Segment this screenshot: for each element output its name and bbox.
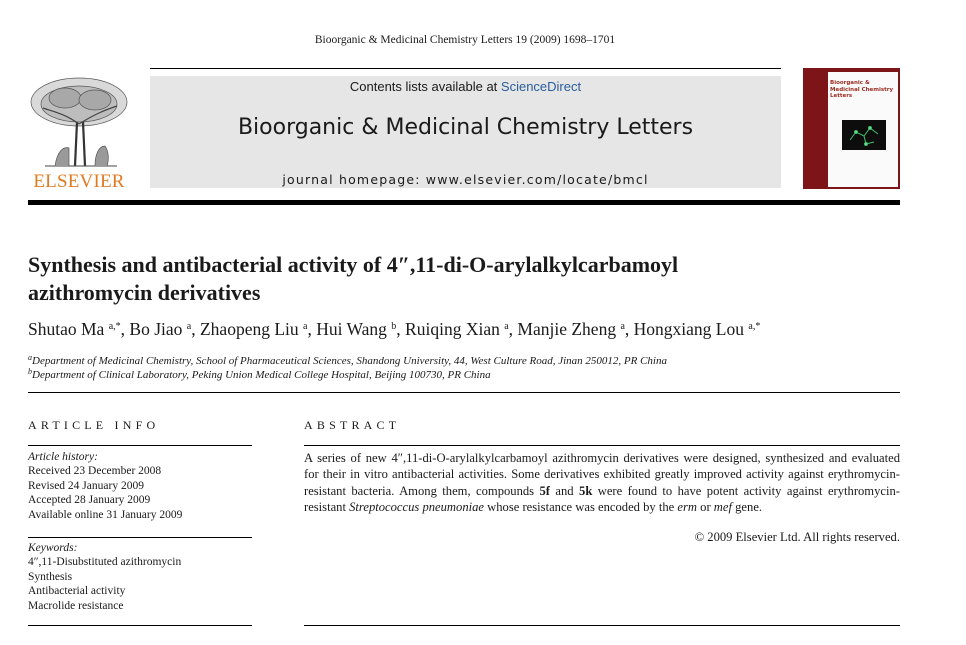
copyright: © 2009 Elsevier Ltd. All rights reserved. xyxy=(694,530,900,544)
article-info-bottom-rule xyxy=(28,625,252,626)
author[interactable]: Manjie Zheng $^a$ xyxy=(517,319,625,339)
journal-title: Bioorganic & Medicinal Chemistry Letters xyxy=(237,115,694,140)
article-title-line-1: Synthesis and antibacterial activity of 4″,11-di-O-arylalkylcarbamoyl xyxy=(28,252,679,277)
affiliation-a: $^a$Department of Medicinal Chemistry, School of Pharmaceutical Sciences, Shandong University, 44, West Culture Road, Jinan 250012, PR China xyxy=(28,353,667,367)
article-info-rule xyxy=(28,445,252,446)
abstract-text: A series of new 4″,11-di-O-arylalkylcarbamoyl azithromycin derivatives were designed, synthesized and evaluated for their in vitro antibacterial activities. Some derivatives exhibited greatly improved activity against erythromycin-resistant bacteria. Among them, compounds 5f and 5k were found to have potent activity against erythromycin-resistant Streptococcus pneumoniae whose resistance was encoded by the erm or mef gene. xyxy=(304,451,900,514)
author[interactable]: Shutao Ma $^{a,*}$ xyxy=(28,319,121,339)
author[interactable]: Hongxiang Lou $^{a,*}$ xyxy=(633,319,761,339)
history-received: Received 23 December 2008 xyxy=(28,465,162,478)
contents-line xyxy=(150,79,781,94)
article-history xyxy=(28,450,182,522)
history-accepted: Accepted 28 January 2009 xyxy=(28,494,151,507)
species-name: Streptococcus pneumoniae xyxy=(349,499,485,514)
compound-5k: 5k xyxy=(579,483,593,498)
molecule-icon xyxy=(842,120,886,150)
abstract-heading: ABSTRACT xyxy=(304,418,401,432)
abstract-rule xyxy=(304,445,900,446)
cover-title: Bioorganic & Medicinal Chemistry Letters xyxy=(830,80,894,99)
author[interactable]: Bo Jiao $^a$ xyxy=(129,319,192,339)
keyword: Macrolide resistance xyxy=(28,599,124,612)
keyword: Synthesis xyxy=(28,570,73,583)
affiliation-b: $^b$Department of Clinical Laboratory, Peking Union Medical College Hospital, Beijing 100730, PR China xyxy=(28,367,491,381)
keywords-label: Keywords: xyxy=(28,542,78,554)
history-revised: Revised 24 January 2009 xyxy=(28,479,144,492)
article-info-heading: ARTICLE INFO xyxy=(28,418,160,432)
section-divider xyxy=(28,392,900,393)
author[interactable]: Hui Wang $^b$ xyxy=(316,319,397,339)
author[interactable]: Ruiqing Xian $^a$ xyxy=(405,319,509,339)
history-online: Available online 31 January 2009 xyxy=(28,508,183,521)
sciencedirect-link[interactable]: ScienceDirect xyxy=(500,79,582,94)
header-divider xyxy=(28,200,900,205)
gene-erm: erm xyxy=(677,499,697,514)
history-label: Article history: xyxy=(28,451,98,463)
contents-prefix: Contents lists available at xyxy=(349,79,501,94)
author-list: Shutao Ma $^{a,*}$, Bo Jiao $^a$, Zhaopeng Liu $^a$, Hui Wang $^b$, Ruiqing Xian $^a$, Manjie Zheng $^a$, Hongxiang Lou $^{a,*}$ xyxy=(28,319,761,339)
keyword: Antibacterial activity xyxy=(28,585,126,598)
compound-5f: 5f xyxy=(539,483,550,498)
author[interactable]: Zhaopeng Liu $^a$ xyxy=(199,319,308,339)
top-rule xyxy=(150,68,781,69)
gene-mef: mef xyxy=(713,499,732,514)
keyword: 4″,11-Disubstituted azithromycin xyxy=(28,556,182,569)
keywords xyxy=(28,541,181,613)
elsevier-logo: ELSEVIER xyxy=(33,171,125,192)
keywords-rule xyxy=(28,537,252,538)
article-title xyxy=(28,251,908,307)
abstract-bottom-rule xyxy=(304,625,900,626)
journal-citation: Bioorganic & Medicinal Chemistry Letters 19 (2009) 1698–1701 xyxy=(314,34,616,46)
cover-molecule-image xyxy=(842,120,886,150)
article-title-line-2: azithromycin derivatives xyxy=(28,280,261,305)
journal-homepage[interactable]: journal homepage: www.elsevier.com/locate/bmcl xyxy=(282,172,649,187)
